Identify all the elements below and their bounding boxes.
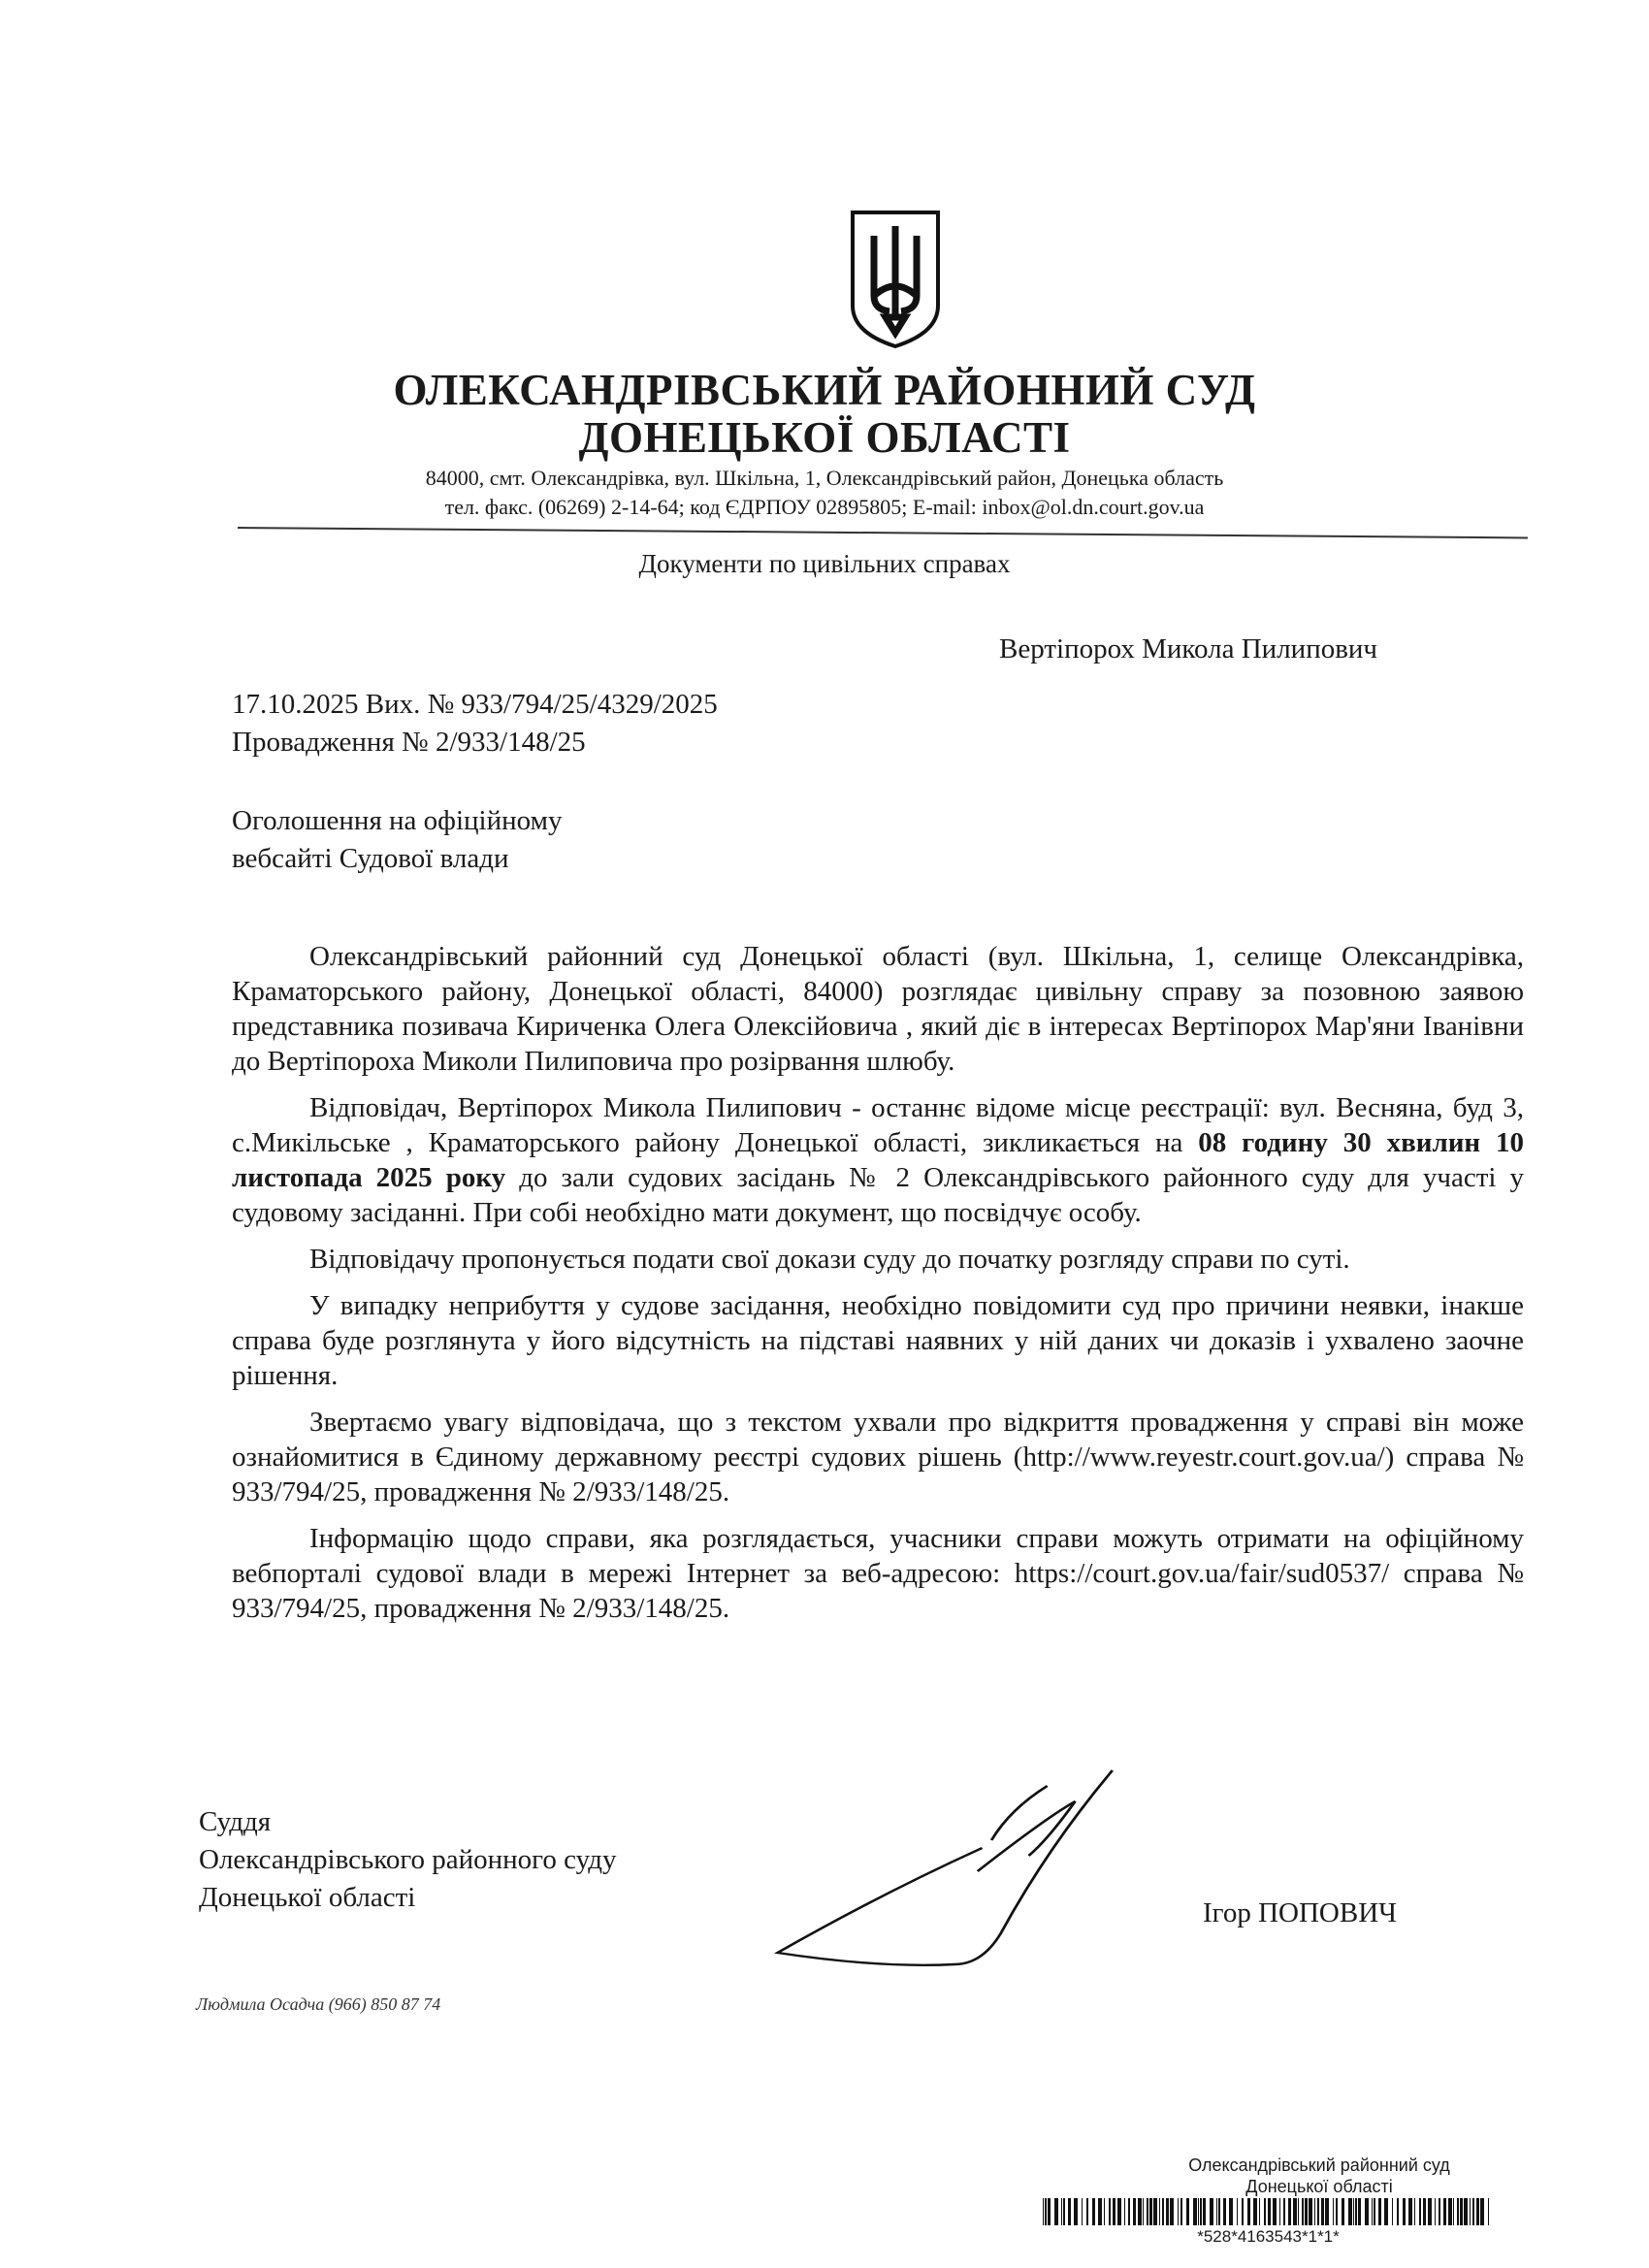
court-address: 84000, смт. Олександрівка, вул. Шкільна, 1, Олександрівський район, Донецька область	[425, 466, 1224, 490]
barcode	[1043, 2198, 1494, 2225]
barcode-bar	[1321, 2198, 1324, 2225]
barcode-bar	[1480, 2198, 1484, 2225]
barcode-bar	[1170, 2198, 1174, 2225]
barcode-bar	[1229, 2198, 1233, 2225]
header-divider	[238, 527, 1528, 538]
outgoing-number: 17.10.2025 Вих. № 933/794/25/4329/2025	[232, 689, 718, 720]
barcode-bar	[1488, 2198, 1489, 2225]
barcode-bar	[1397, 2198, 1399, 2225]
barcode-bar	[1279, 2198, 1280, 2225]
barcode-bar	[1092, 2198, 1095, 2225]
barcode-bar	[1218, 2198, 1220, 2225]
judge-name: Ігор ПОПОВИЧ	[1203, 1897, 1397, 1928]
barcode-bar	[1242, 2198, 1244, 2225]
barcode-bar	[1309, 2198, 1312, 2225]
coat-of-arms-trident-icon	[847, 209, 944, 350]
court-name-line1: ОЛЕКСАНДРІВСЬКИЙ РАЙОННИЙ СУД	[393, 366, 1256, 414]
barcode-bar	[1476, 2198, 1479, 2225]
barcode-bar	[1372, 2198, 1373, 2225]
barcode-bar	[1149, 2198, 1152, 2225]
barcode-bar	[1378, 2198, 1381, 2225]
barcode-bar	[1117, 2198, 1121, 2225]
barcode-bar	[1109, 2198, 1111, 2225]
barcode-bar	[1074, 2198, 1078, 2225]
notice-line2: вебсайті Судової влади	[232, 843, 509, 874]
barcode-bar	[1048, 2198, 1051, 2225]
barcode-bar	[1443, 2198, 1446, 2225]
barcode-bar	[1365, 2198, 1369, 2225]
barcode-bar	[1128, 2198, 1130, 2225]
document-category: Документи по цивільних справах	[638, 549, 1011, 578]
barcode-bar	[1124, 2198, 1125, 2225]
barcode-bar	[1043, 2198, 1044, 2225]
barcode-bar	[1061, 2198, 1062, 2225]
barcode-bar	[1198, 2198, 1199, 2225]
barcode-bar	[1180, 2198, 1182, 2225]
barcode-bar	[1448, 2198, 1452, 2225]
barcode-bar	[1428, 2198, 1432, 2225]
barcode-bar	[1384, 2198, 1388, 2225]
barcode-bar	[1162, 2198, 1164, 2225]
barcode-bar	[1317, 2198, 1319, 2225]
barcode-bar	[1216, 2198, 1217, 2225]
barcode-bar	[1237, 2198, 1238, 2225]
barcode-bar	[1298, 2198, 1299, 2225]
barcode-bar	[1472, 2198, 1474, 2225]
barcode-bar	[1200, 2198, 1202, 2225]
barcode-bar	[1358, 2198, 1361, 2225]
court-name-line2: ДОНЕЦЬКОЇ ОБЛАСТІ	[578, 413, 1071, 462]
barcode-bar	[1353, 2198, 1354, 2225]
barcode-bar	[1457, 2198, 1459, 2225]
handwritten-signature	[768, 1755, 1131, 1988]
barcode-bar	[1283, 2198, 1285, 2225]
barcode-bar	[1314, 2198, 1315, 2225]
barcode-bar	[1439, 2198, 1440, 2225]
barcode-bar	[1247, 2198, 1250, 2225]
barcode-bar	[1419, 2198, 1421, 2225]
barcode-bar	[1325, 2198, 1329, 2225]
paragraph-info: Інформацію щодо справи, яка розглядається, учасники справи можуть отримати на офіційному вебпорталі судової влади в мережі Інтернет за веб-адресою: https://court.gov.ua/fair/sud0537/ справа № 933/794/25, провадження № 2/933/148/25.	[232, 1523, 1524, 1624]
barcode-bar	[1264, 2198, 1266, 2225]
barcode-bar	[1133, 2198, 1136, 2225]
barcode-bar	[1273, 2198, 1277, 2225]
barcode-bar	[1374, 2198, 1375, 2225]
barcode-bar	[1259, 2198, 1260, 2225]
stamp-line2: Донецької області	[1245, 2177, 1393, 2196]
barcode-bar	[1408, 2198, 1412, 2225]
barcode-bar	[1342, 2198, 1344, 2225]
barcode-bar	[1098, 2198, 1102, 2225]
barcode-bar	[1223, 2198, 1226, 2225]
barcode-bar	[1143, 2198, 1144, 2225]
barcode-bar	[1464, 2198, 1468, 2225]
barcode-bar	[1435, 2198, 1436, 2225]
paragraph-absence: У випадку неприбуття у судове засідання, необхідно повідомити суд про причини неявки, інакше справа буде розглянута у його відсутність на підставі наявних у ній даних чи доказів і ухвалено заочне рішення.	[232, 1290, 1524, 1391]
barcode-bar	[1453, 2198, 1454, 2225]
barcode-bar	[1193, 2198, 1197, 2225]
barcode-bar	[1153, 2198, 1157, 2225]
summons-text-b: до зали судових засідань № 2 Олександрівського районного суду для участі у судовому засіданні. При собі необхідно мати документ, що посвідчує особу.	[232, 1162, 1525, 1228]
hearing-datetime: 08 годину 30 хвилин 10 листопада 2025 року	[232, 1127, 1525, 1193]
recipient-name: Вертіпорох Микола Пилипович	[999, 633, 1378, 664]
barcode-bar	[1392, 2198, 1393, 2225]
barcode-bar	[1423, 2198, 1426, 2225]
barcode-number: *528*4163543*1*1*	[1197, 2227, 1340, 2246]
barcode-bar	[1253, 2198, 1257, 2225]
paragraph-summons	[232, 1090, 1524, 1230]
barcode-bar	[1460, 2198, 1463, 2225]
barcode-bar	[1166, 2198, 1169, 2225]
barcode-bar	[1063, 2198, 1065, 2225]
barcode-bar	[1203, 2198, 1206, 2225]
barcode-bar	[1147, 2198, 1148, 2225]
barcode-bar	[1403, 2198, 1406, 2225]
barcode-bar	[1333, 2198, 1334, 2225]
barcode-bar	[1082, 2198, 1083, 2225]
paragraph-evidence: Відповідачу пропонується подати свої докази суду до початку розгляду справи по суті.	[309, 1244, 1350, 1275]
court-contacts: тел. факс. (06269) 2-14-64; код ЄДРПОУ 02895805; E-mail: inbox@ol.dn.court.gov.ua	[444, 495, 1205, 519]
barcode-bar	[1305, 2198, 1308, 2225]
barcode-bar	[1086, 2198, 1088, 2225]
barcode-bar	[1045, 2198, 1047, 2225]
notice-line1: Оголошення на офіційному	[232, 805, 563, 836]
barcode-bar	[1414, 2198, 1415, 2225]
barcode-bar	[1138, 2198, 1142, 2225]
proceeding-number: Провадження № 2/933/148/25	[232, 727, 586, 758]
signature-court: Олександрівського районного суду	[199, 1844, 617, 1875]
barcode-bar	[1054, 2198, 1058, 2225]
paragraph-case: Олександрівський районний суд Донецької області (вул. Шкільна, 1, селище Олександрівка, Краматорського району, Донецької області, 84000) розглядає цивільну справу за позовною заявою представника позивача Кириченка Олега Олексійовича , який діє в інтересах Вертіпорох Мар'яни Іванівни до Вертіпороха Миколи Пилиповича про розірвання шлюбу.	[232, 941, 1524, 1077]
barcode-bar	[1113, 2198, 1116, 2225]
barcode-bar	[1068, 2198, 1071, 2225]
signature-title: Суддя	[199, 1806, 272, 1837]
stamp-line1: Олександрівський районний суд	[1188, 2155, 1450, 2175]
barcode-bar	[1348, 2198, 1352, 2225]
barcode-bar	[1302, 2198, 1304, 2225]
barcode-bar	[1268, 2198, 1271, 2225]
barcode-bar	[1159, 2198, 1160, 2225]
signature-region: Донецької області	[199, 1882, 416, 1913]
notice-body	[232, 939, 1524, 1637]
barcode-bar	[1355, 2198, 1357, 2225]
barcode-bar	[1104, 2198, 1105, 2225]
barcode-bar	[1210, 2198, 1213, 2225]
barcode-bar	[1293, 2198, 1297, 2225]
barcode-bar	[1178, 2198, 1179, 2225]
barcode-bar	[1288, 2198, 1291, 2225]
barcode-bar	[1186, 2198, 1189, 2225]
executor-contact: Людмила Осадча (966) 850 87 74	[196, 1994, 441, 2014]
summons-text-a: Відповідач, Вертіпорох Микола Пилипович - останнє відоме місце реєстрації: вул. Весняна, буд 3, с.Микільське , Краматорського району Донецької області, зикликається на	[232, 1092, 1524, 1158]
barcode-bar	[1336, 2198, 1338, 2225]
barcode-bar	[1470, 2198, 1471, 2225]
paragraph-registry: Звертаємо увагу відповідача, що з текстом ухвали про відкриття провадження у справі він може ознайомитися в Єдиному державному реєстрі судових рішень (http://www.reyestr.court.gov.ua/) справа № 933/794/25, провадження № 2/933/148/25.	[232, 1407, 1524, 1507]
